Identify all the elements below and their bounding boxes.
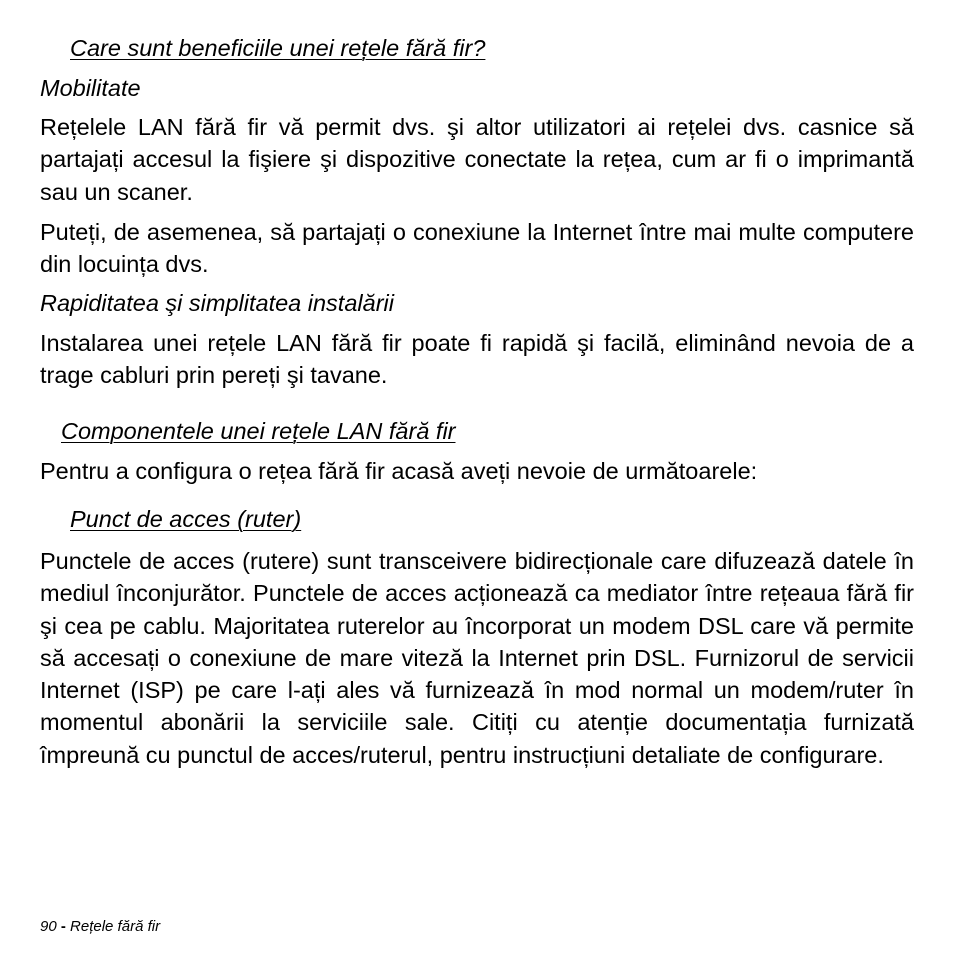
page-footer — [40, 918, 160, 935]
chapter-title: Rețele fără fir — [70, 918, 161, 935]
subheading-installation: Rapiditatea şi simplitatea instalării — [40, 290, 394, 316]
paragraph-mobility: Rețelele LAN fără fir vă permit dvs. şi altor utilizatori ai rețelei dvs. casnice să partajați accesul la fişiere şi dispozitive conectate la rețea, cum ar fi o imprimantă sau un scaner. — [40, 114, 914, 205]
subheading-mobility: Mobilitate — [40, 75, 141, 101]
paragraph-internet-sharing: Puteți, de asemenea, să partajați o conexiune la Internet între mai multe computere din locuința dvs. — [40, 219, 914, 278]
heading-access-point: Punct de acces (ruter) — [70, 506, 302, 532]
heading-benefits: Care sunt beneficiile unei rețele fără fir? — [70, 35, 486, 61]
paragraph-access-point: Punctele de acces (rutere) sunt transceivere bidirecționale care difuzează datele în mediul înconjurător. Punctele de acces acționează ca mediator între rețeaua fără fir şi cea pe cablu. Majoritatea ruterelor au încorporat un modem DSL care vă permite să accesați o conexiune de mare viteză la Internet prin DSL. Furnizorul de servicii Internet (ISP) pe care l-ați ales vă furnizează în mod normal un modem/ruter în momentul abonării la serviciile sale. Citiți cu atenție documentația furnizată împreună cu punctul de acces/ruterul, pentru instrucțiuni detaliate de configurare. — [40, 548, 914, 768]
heading-components: Componentele unei rețele LAN fără fir — [61, 418, 456, 444]
footer-separator: - — [60, 918, 66, 935]
page-number: 90 — [40, 918, 57, 935]
paragraph-components-intro: Pentru a configura o rețea fără fir acasă aveți nevoie de următoarele: — [40, 458, 758, 484]
paragraph-installation: Instalarea unei rețele LAN fără fir poate fi rapidă şi facilă, eliminând nevoia de a trage cabluri prin pereți şi tavane. — [40, 330, 914, 389]
